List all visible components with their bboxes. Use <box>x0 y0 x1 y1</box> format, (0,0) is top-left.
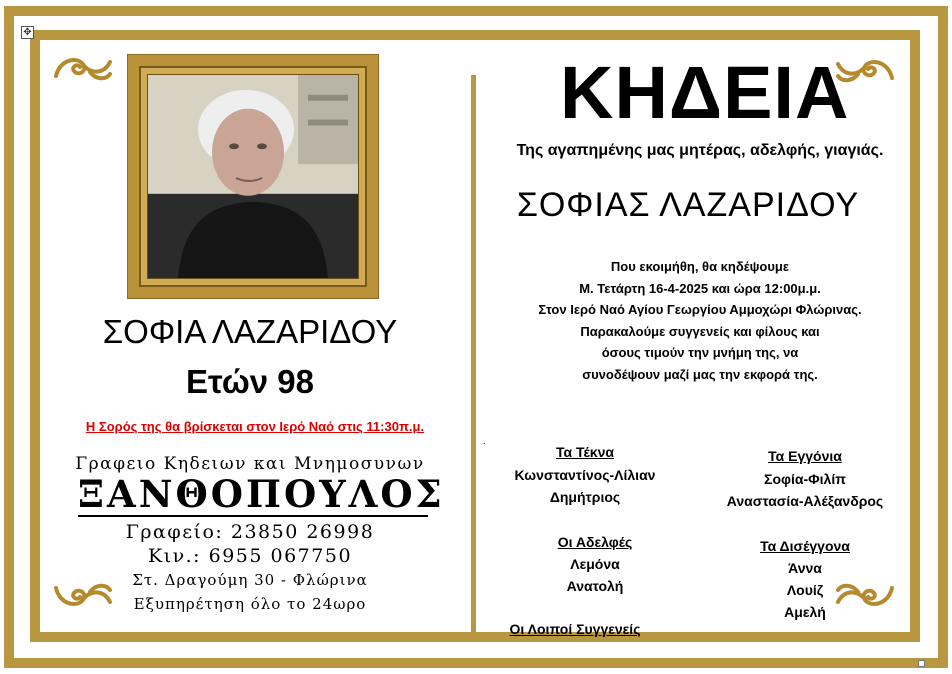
announcement-line: Παρακαλούμε συγγενείς και φίλους και <box>580 323 820 339</box>
child-name: Δημήτριος <box>549 489 621 505</box>
agency-hours: Εξυπηρέτηση όλο το 24ωρο <box>133 595 367 613</box>
sibling-name: Λεμόνα <box>570 556 620 572</box>
stray-mark: . <box>483 436 486 446</box>
deceased-age: Ετών 98 <box>186 363 314 400</box>
sibling-name: Ανατολή <box>566 578 624 594</box>
great-grandchild-name: Άννα <box>788 560 822 576</box>
announcement-line: Μ. Τετάρτη 16-4-2025 και ώρα 12:00μ.μ. <box>579 280 821 296</box>
deceased-name: ΣΟΦΙΑ ΛΑΖΑΡΙΔΟΥ <box>102 313 398 350</box>
wake-note: Η Σορός της θα βρίσκεται στον Ιερό Ναό στις 11:30π.μ. <box>85 419 425 434</box>
child-name: Κωνσταντίνος-Λίλιαν <box>514 467 656 483</box>
deceased-name-genitive: ΣΟΦΙΑΣ ΛΑΖΑΡΙΔΟΥ <box>516 186 860 224</box>
grandchildren-heading: Τα Εγγόνια <box>768 448 842 464</box>
grandchild-name: Σοφία-Φιλίπ <box>764 471 846 487</box>
great-grandchild-name: Λουίζ <box>786 582 824 598</box>
agency-office-phone: Γραφείο: 23850 26998 <box>125 521 375 543</box>
agency-name: ΞΑΝΘΟΠΟΥΛΟΣ <box>78 472 445 516</box>
announcement-line: συνοδέψουν μαζί μας την εκφορά της. <box>582 366 818 382</box>
announcement-line: Που εκοιμήθη, θα κηδέψουμε <box>610 259 790 274</box>
announcement-line: Στον Ιερό Ναό Αγίου Γεωργίου Αμμοχώρι Φλώρινας. <box>538 302 862 318</box>
announcement-line: όσους τιμούν την μνήμη της, να <box>601 345 799 361</box>
gold-scroll-ornament-icon <box>50 50 114 86</box>
great-grandchildren-heading: Τα Δισέγγονα <box>760 538 850 554</box>
subtitle: Της αγαπημένης μας μητέρας, αδελφής, γιαγιάς. <box>516 142 884 159</box>
siblings-heading: Οι Αδελφές <box>557 534 633 550</box>
grandchild-name: Αναστασία-Αλέξανδρος <box>726 493 884 509</box>
great-grandchild-name: Αμελή <box>784 604 826 620</box>
children-heading: Τα Τέκνα <box>555 444 615 460</box>
portrait-frame <box>128 55 378 298</box>
funeral-announcement <box>490 256 910 386</box>
resize-handle[interactable] <box>918 660 925 667</box>
agency-mobile-phone: Κιν.: 6955 067750 <box>147 545 353 567</box>
agency-title: Γραφειο Κηδειων και Μνημοσυνων <box>75 454 425 474</box>
agency-address: Στ. Δραγούμη 30 - Φλώρινα <box>132 571 368 589</box>
move-handle-icon[interactable]: ✥ <box>21 26 34 39</box>
other-relatives: Οι Λοιποί Συγγενείς <box>509 621 641 637</box>
center-divider <box>471 75 476 635</box>
portrait-photo <box>147 74 359 279</box>
page-title: ΚΗΔΕΙΑ <box>560 51 850 134</box>
